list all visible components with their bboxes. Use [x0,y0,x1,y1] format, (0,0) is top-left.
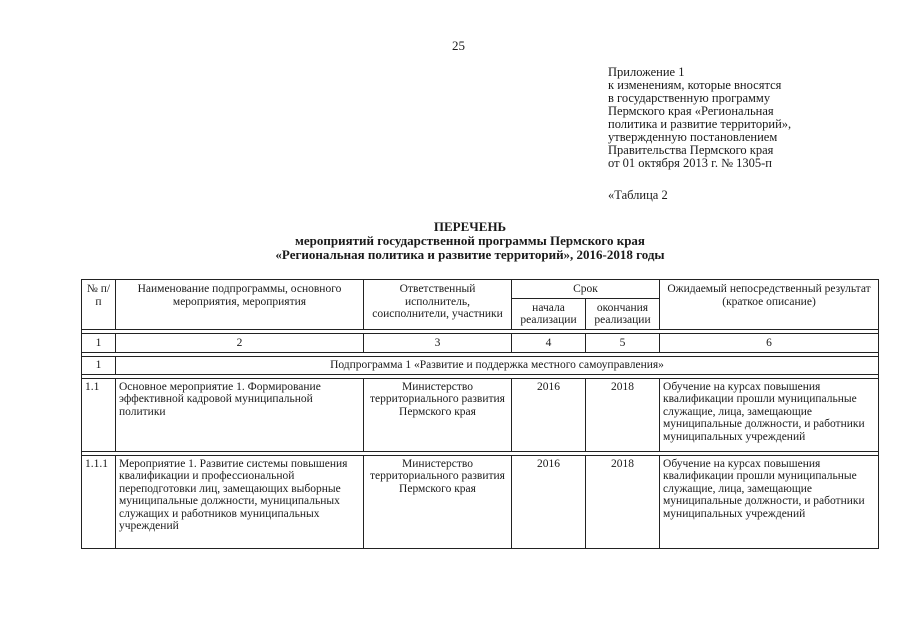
title-line-3: «Региональная политика и развитие территорий», 2016-2018 годы [275,247,665,262]
row-num: 1.1.1 [82,455,116,548]
page-number: 25 [452,38,465,53]
header-result: Ожидаемый непосредственный результат (краткое описание) [660,280,879,330]
column-number: 3 [364,333,512,353]
table-label: «Таблица 2 [608,188,668,202]
appendix-line: к изменениям, которые вносятся [608,78,782,92]
table-row [82,455,879,548]
row-end: 2018 [586,378,660,451]
column-number: 6 [660,333,879,353]
appendix-line: от 01 октября 2013 г. № 1305-п [608,156,772,170]
row-executor: Министерство территориального развития Пермского края [364,378,512,451]
row-start: 2016 [512,455,586,548]
row-start: 2016 [512,378,586,451]
row-num: 1.1 [82,378,116,451]
subprogram-row [82,357,879,375]
title-line-1: ПЕРЕЧЕНЬ [433,219,507,234]
header-term: Срок [512,280,660,299]
column-numbers-row [82,333,879,353]
subprogram-num: 1 [82,357,116,375]
row-name: Основное мероприятие 1. Формирование эффективной кадровой муниципальной политики [116,378,364,451]
row-result: Обучение на курсах повышения квалификации прошли муниципальные служащие, лица, замещающие муниципальные должности, и работники муниципальных учреждений [660,378,879,451]
row-executor: Министерство территориального развития Пермского края [364,455,512,548]
header-executor: Ответственный исполнитель, соисполнители, участники [364,280,512,330]
subprogram-title: Подпрограмма 1 «Развитие и поддержка местного самоуправления» [116,357,879,375]
column-number: 4 [512,333,586,353]
appendix-line: Правительства Пермского края [608,143,774,157]
row-result: Обучение на курсах повышения квалификации прошли муниципальные служащие, лица, замещающие муниципальные должности, и работники муниципальных учреждений [660,455,879,548]
header-start: начала реализации [512,298,586,329]
document-title [200,220,740,262]
appendix-line: в государственную программу [608,91,771,105]
column-number: 2 [116,333,364,353]
column-number: 5 [586,333,660,353]
column-number: 1 [82,333,116,353]
header-name: Наименование подпрограммы, основного мероприятия, мероприятия [116,280,364,330]
appendix-line: Пермского края «Региональная [608,104,774,118]
activities-table [81,279,879,549]
table-row [82,378,879,451]
row-end: 2018 [586,455,660,548]
header-num: № п/п [82,280,116,330]
appendix-line: Приложение 1 [608,65,685,79]
appendix-line: утвержденную постановлением [608,130,778,144]
appendix-line: политика и развитие территорий», [608,117,792,131]
appendix-note [608,66,791,170]
row-name: Мероприятие 1. Развитие системы повышения квалификации и профессиональной переподготовки лиц, замещающих выборные муниципальные должности, муниципальных служащих и работников муниципальных учреждений [116,455,364,548]
title-line-2: мероприятий государственной программы Пермского края [295,233,645,248]
header-end: окончания реализации [586,298,660,329]
table-header-row [82,280,879,299]
